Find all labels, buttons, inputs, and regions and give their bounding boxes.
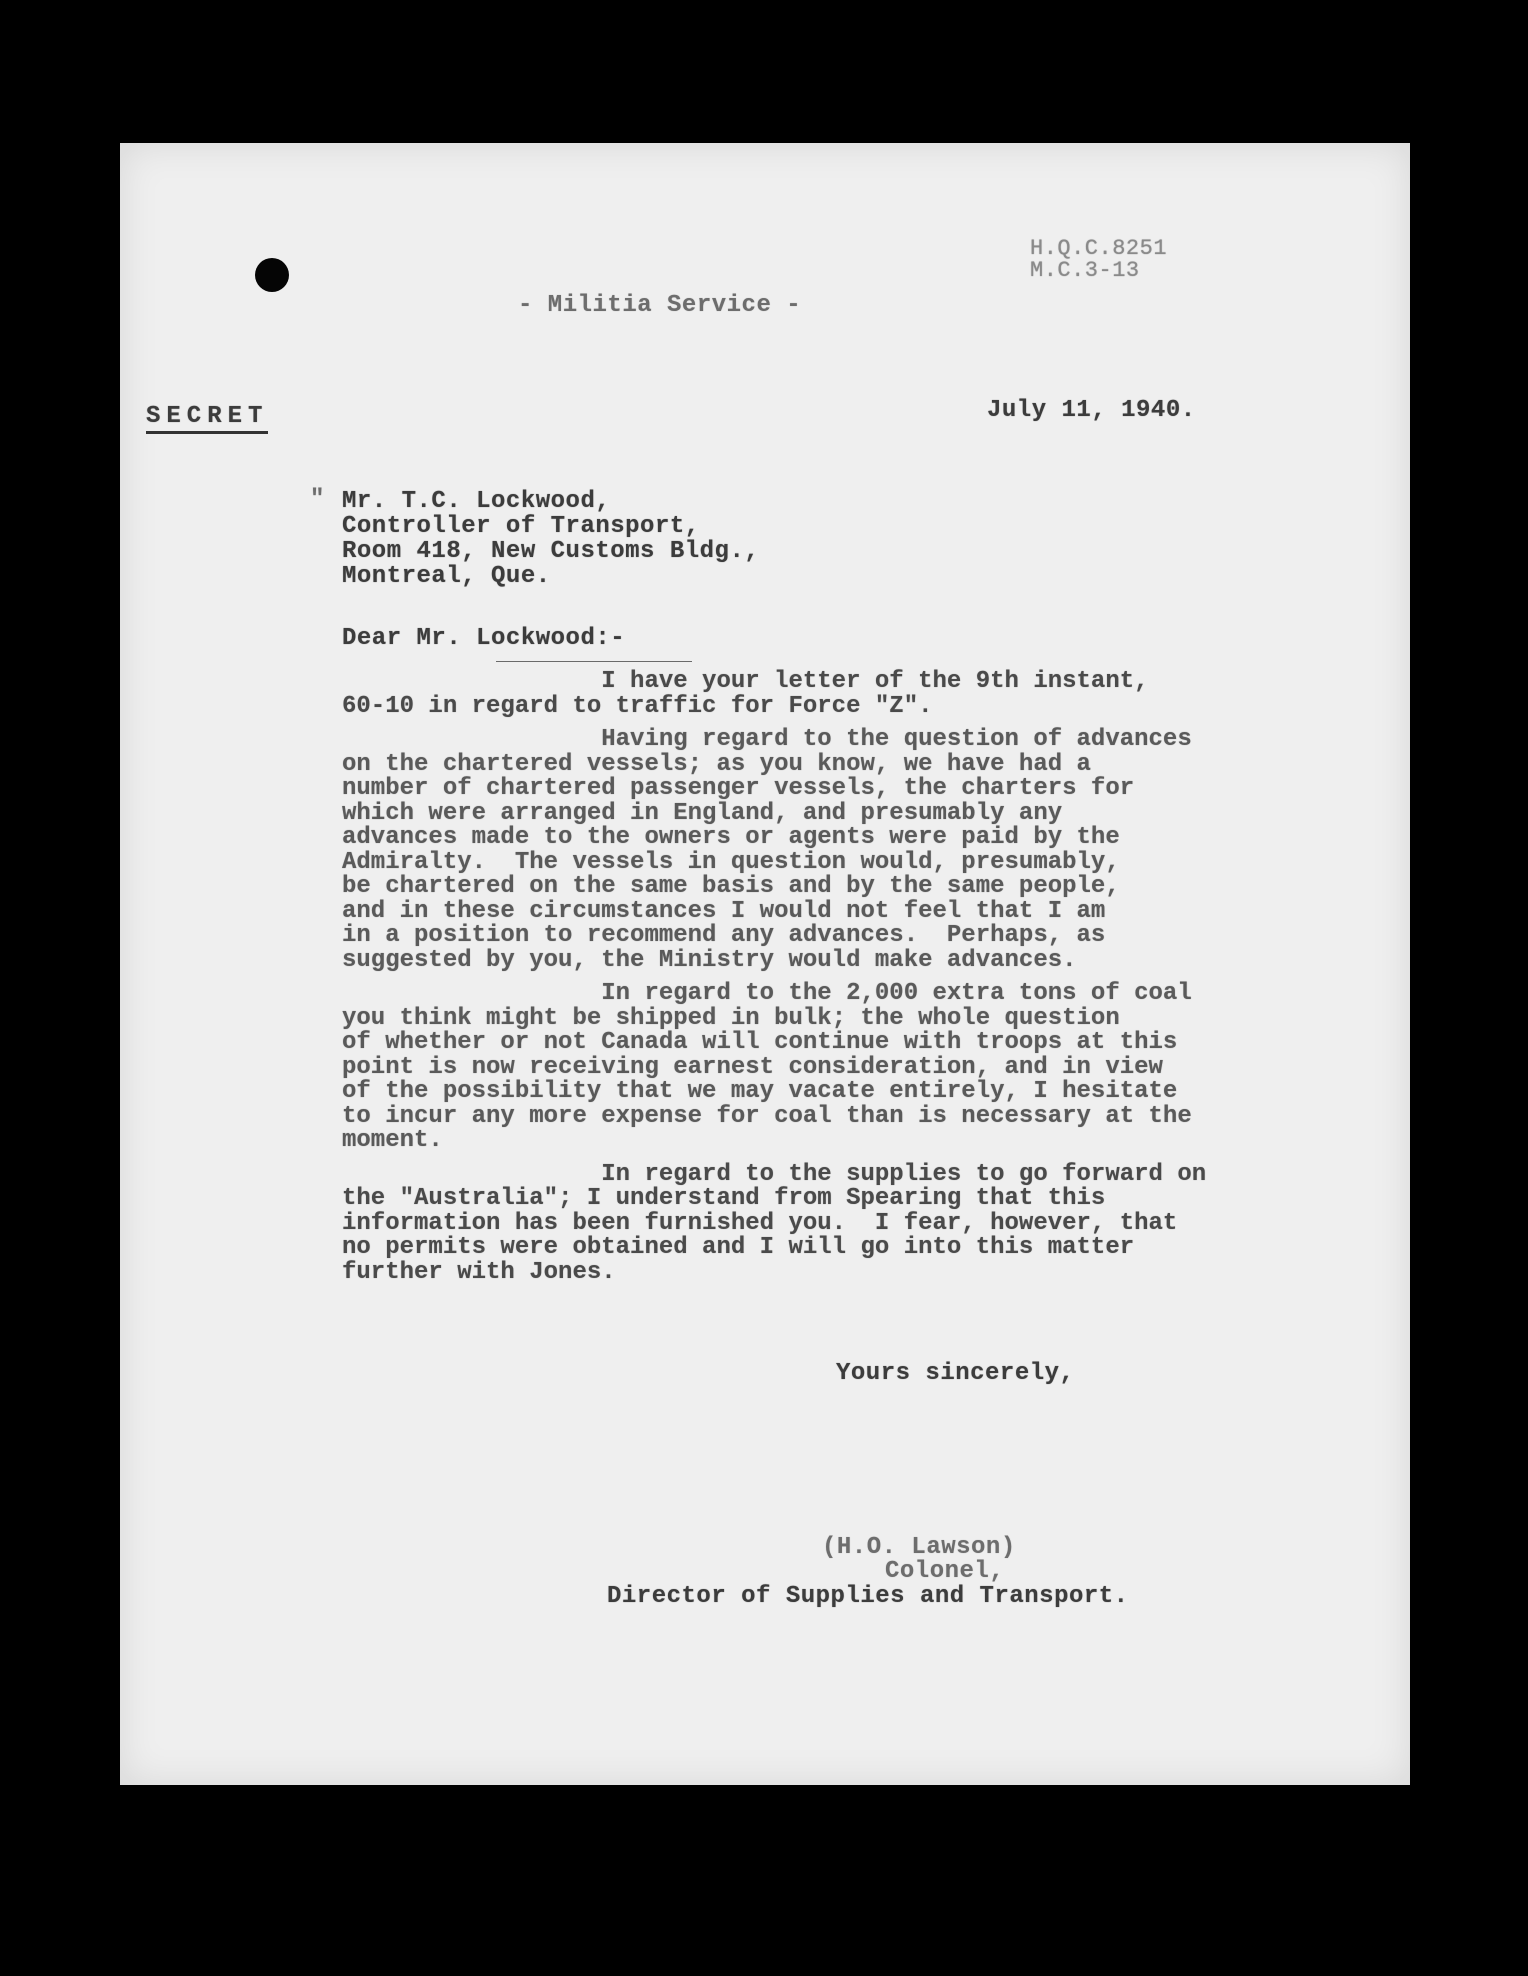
recipient-name: Mr. T.C. Lockwood, (342, 488, 611, 515)
recipient-title: Controller of Transport, (342, 513, 700, 540)
letter-page (120, 143, 1410, 1785)
punch-hole (255, 258, 289, 292)
paragraph-4: In regard to the supplies to go forward on the "Australia"; I understand from Spearing that this information has been furnished you. I fear, however, that no permits were obtained and I will go into this matter further with Jones. (342, 1160, 1207, 1286)
classification-stamp: SECRET (146, 405, 268, 434)
recipient-mark: " (310, 486, 325, 513)
letter-date: July 11, 1940. (987, 397, 1196, 424)
paragraph-2: Having regard to the question of advances on the chartered vessels; as you know, we have had a number of chartered passenger vessels, the charters for which were arranged in England, and presumably any advances made to the owners or agents were paid by the Admiralty. The vessels in question would, presumably, be chartered on the same basis and by the same people, and in these circumstances I would not feel that I am in a position to recommend any advances. Perhaps, as suggested by you, the Ministry would make advances. (342, 726, 1192, 974)
file-reference-2: M.C.3-13 (1030, 258, 1140, 283)
file-reference-1: H.Q.C.8251 (1030, 236, 1168, 261)
letter-body (342, 670, 1342, 1294)
recipient-address: Room 418, New Customs Bldg., (342, 538, 760, 565)
service-heading: - Militia Service - (518, 292, 802, 319)
salutation: Dear Mr. Lockwood:- (342, 625, 626, 652)
closing: Yours sincerely, (836, 1360, 1075, 1387)
signatory-title: Director of Supplies and Transport. (607, 1583, 1129, 1610)
signatory-rank: Colonel, (885, 1558, 1005, 1585)
underline-rule (496, 661, 692, 662)
signatory-name: (H.O. Lawson) (822, 1534, 1016, 1561)
paragraph-1: I have your letter of the 9th instant, 60-10 in regard to traffic for Force "Z". (342, 668, 1149, 720)
paragraph-3: In regard to the 2,000 extra tons of coal you think might be shipped in bulk; the whole question of whether or not Canada will continue with troops at this point is now receiving earnest consideration, and in view of the possibility that we may vacate entirely, I hesitate to incur any more expense for coal than is necessary at the moment. (342, 980, 1192, 1154)
recipient-city: Montreal, Que. (342, 563, 551, 590)
